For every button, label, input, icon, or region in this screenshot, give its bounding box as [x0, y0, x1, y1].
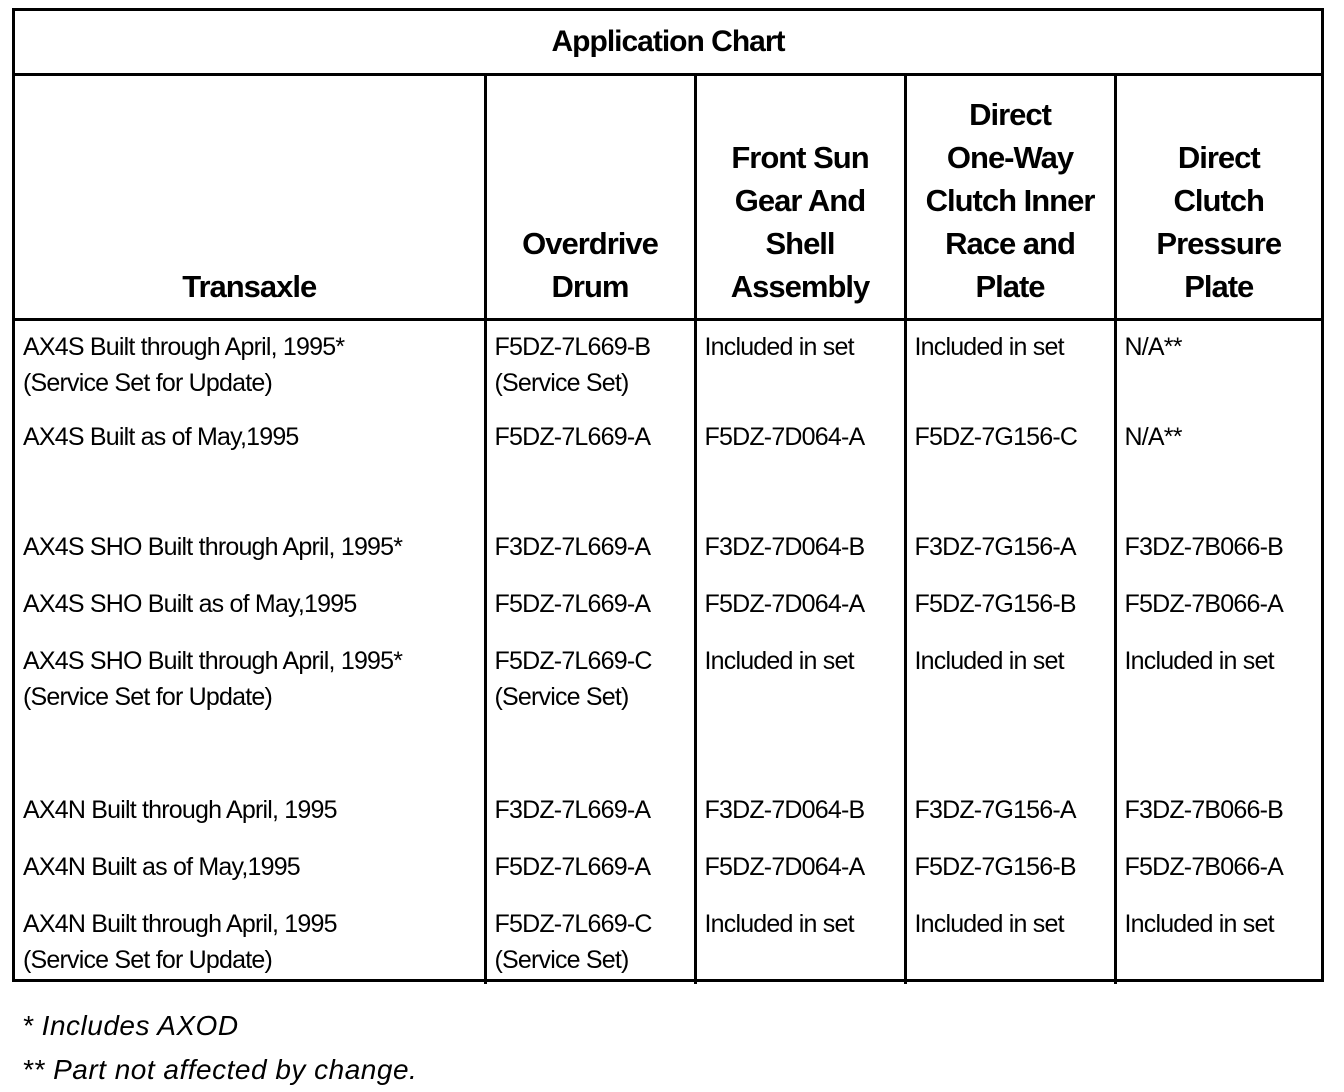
front-sun-gear-cell — [695, 578, 905, 635]
application-chart — [12, 8, 1324, 982]
cell-line: (Service Set) — [494, 683, 629, 711]
one-way-clutch-cell — [905, 784, 1115, 841]
transaxle-cell — [15, 841, 485, 898]
cell-line: F3DZ-7D064-B — [704, 533, 865, 561]
header-line: Race and — [945, 226, 1075, 261]
header-line: Assembly — [730, 269, 870, 304]
application-table — [15, 11, 1321, 984]
header-direct-one-way-clutch — [905, 75, 1115, 320]
cell-line: F5DZ-7G156-B — [914, 853, 1076, 881]
cell-line: Included in set — [1124, 910, 1274, 938]
front-sun-gear-cell — [695, 898, 905, 984]
cell-line: F3DZ-7B066-B — [1124, 796, 1284, 824]
header-line: Shell — [765, 226, 835, 261]
table-row — [15, 898, 1321, 984]
cell-line: F5DZ-7D064-A — [704, 853, 865, 881]
cell-line: N/A** — [1124, 423, 1182, 451]
header-line: Direct — [1177, 140, 1260, 175]
one-way-clutch-cell — [905, 411, 1115, 521]
pressure-plate-cell — [1115, 635, 1321, 784]
table-row — [15, 411, 1321, 521]
front-sun-gear-cell — [695, 411, 905, 521]
cell-line: F5DZ-7L669-C — [494, 910, 652, 938]
pressure-plate-cell — [1115, 784, 1321, 841]
cell-line: F5DZ-7L669-A — [494, 590, 651, 618]
table-row — [15, 578, 1321, 635]
table-row — [15, 320, 1321, 412]
cell-line: AX4S SHO Built as of May,1995 — [23, 590, 357, 618]
overdrive-drum-cell — [485, 411, 695, 521]
footnote-axod: * Includes AXOD — [22, 1010, 239, 1041]
header-front-sun-gear — [695, 75, 905, 320]
pressure-plate-cell — [1115, 898, 1321, 984]
cell-line: AX4S SHO Built through April, 1995* — [23, 647, 403, 675]
header-row — [15, 75, 1321, 320]
pressure-plate-cell — [1115, 578, 1321, 635]
table-row — [15, 635, 1321, 784]
cell-line: Included in set — [704, 333, 854, 361]
front-sun-gear-cell — [695, 521, 905, 578]
header-overdrive-drum — [485, 75, 695, 320]
header-line: Gear And — [734, 183, 866, 218]
header-direct-clutch-pressure-plate — [1115, 75, 1321, 320]
transaxle-cell — [15, 411, 485, 521]
title-row — [15, 11, 1321, 75]
cell-line: Included in set — [1124, 647, 1274, 675]
chart-title: Application Chart — [15, 11, 1321, 75]
cell-line: F5DZ-7L669-A — [494, 423, 651, 451]
cell-line: Included in set — [704, 910, 854, 938]
cell-line: AX4S SHO Built through April, 1995* — [23, 533, 403, 561]
cell-line: F5DZ-7L669-A — [494, 853, 651, 881]
cell-line: F5DZ-7G156-C — [914, 423, 1078, 451]
one-way-clutch-cell — [905, 898, 1115, 984]
cell-line: AX4N Built as of May,1995 — [23, 853, 300, 881]
overdrive-drum-cell — [485, 635, 695, 784]
footnote-not-affected: ** Part not affected by change. — [22, 1054, 418, 1085]
header-line: Pressure — [1156, 226, 1282, 261]
transaxle-cell — [15, 635, 485, 784]
cell-line: F3DZ-7G156-A — [914, 533, 1076, 561]
header-line: Transaxle — [182, 269, 317, 304]
footnotes — [22, 1004, 417, 1092]
table-row — [15, 784, 1321, 841]
header-line: Plate — [1184, 269, 1254, 304]
header-line: Clutch — [1173, 183, 1264, 218]
pressure-plate-cell — [1115, 411, 1321, 521]
cell-line: F5DZ-7L669-B — [494, 333, 651, 361]
front-sun-gear-cell — [695, 784, 905, 841]
one-way-clutch-cell — [905, 521, 1115, 578]
transaxle-cell — [15, 320, 485, 412]
one-way-clutch-cell — [905, 320, 1115, 412]
header-line: Direct — [969, 97, 1051, 132]
front-sun-gear-cell — [695, 841, 905, 898]
header-transaxle — [15, 75, 485, 320]
pressure-plate-cell — [1115, 521, 1321, 578]
one-way-clutch-cell — [905, 578, 1115, 635]
header-line: Plate — [975, 269, 1045, 304]
cell-line: (Service Set for Update) — [23, 946, 272, 974]
header-line: One-Way — [946, 140, 1074, 175]
transaxle-cell — [15, 578, 485, 635]
overdrive-drum-cell — [485, 841, 695, 898]
header-line: Clutch Inner — [925, 183, 1095, 218]
table-row — [15, 841, 1321, 898]
cell-line: (Service Set for Update) — [23, 369, 272, 397]
cell-line: F3DZ-7B066-B — [1124, 533, 1284, 561]
overdrive-drum-cell — [485, 898, 695, 984]
pressure-plate-cell — [1115, 320, 1321, 412]
cell-line: Included in set — [914, 647, 1064, 675]
front-sun-gear-cell — [695, 635, 905, 784]
header-line: Front Sun — [731, 140, 869, 175]
overdrive-drum-cell — [485, 320, 695, 412]
cell-line: AX4S Built through April, 1995* — [23, 333, 345, 361]
one-way-clutch-cell — [905, 841, 1115, 898]
cell-line: Included in set — [914, 333, 1064, 361]
cell-line: Included in set — [914, 910, 1064, 938]
pressure-plate-cell — [1115, 841, 1321, 898]
cell-line: F5DZ-7L669-C — [494, 647, 652, 675]
overdrive-drum-cell — [485, 521, 695, 578]
table-row — [15, 521, 1321, 578]
overdrive-drum-cell — [485, 578, 695, 635]
cell-line: F5DZ-7D064-A — [704, 590, 865, 618]
cell-line: F5DZ-7D064-A — [704, 423, 865, 451]
cell-line: Included in set — [704, 647, 854, 675]
transaxle-cell — [15, 521, 485, 578]
cell-line: F3DZ-7L669-A — [494, 533, 651, 561]
header-line: Overdrive — [522, 226, 658, 261]
cell-line: F5DZ-7B066-A — [1124, 853, 1284, 881]
cell-line: F3DZ-7L669-A — [494, 796, 651, 824]
transaxle-cell — [15, 784, 485, 841]
one-way-clutch-cell — [905, 635, 1115, 784]
overdrive-drum-cell — [485, 784, 695, 841]
cell-line: F3DZ-7G156-A — [914, 796, 1076, 824]
cell-line: AX4N Built through April, 1995 — [23, 910, 337, 938]
cell-line: (Service Set) — [494, 369, 629, 397]
cell-line: (Service Set) — [494, 946, 629, 974]
cell-line: F3DZ-7D064-B — [704, 796, 865, 824]
cell-line: AX4N Built through April, 1995 — [23, 796, 337, 824]
cell-line: (Service Set for Update) — [23, 683, 272, 711]
transaxle-cell — [15, 898, 485, 984]
cell-line: F5DZ-7B066-A — [1124, 590, 1284, 618]
header-line: Drum — [551, 269, 629, 304]
front-sun-gear-cell — [695, 320, 905, 412]
cell-line: N/A** — [1124, 333, 1182, 361]
cell-line: AX4S Built as of May,1995 — [23, 423, 299, 451]
cell-line: F5DZ-7G156-B — [914, 590, 1076, 618]
